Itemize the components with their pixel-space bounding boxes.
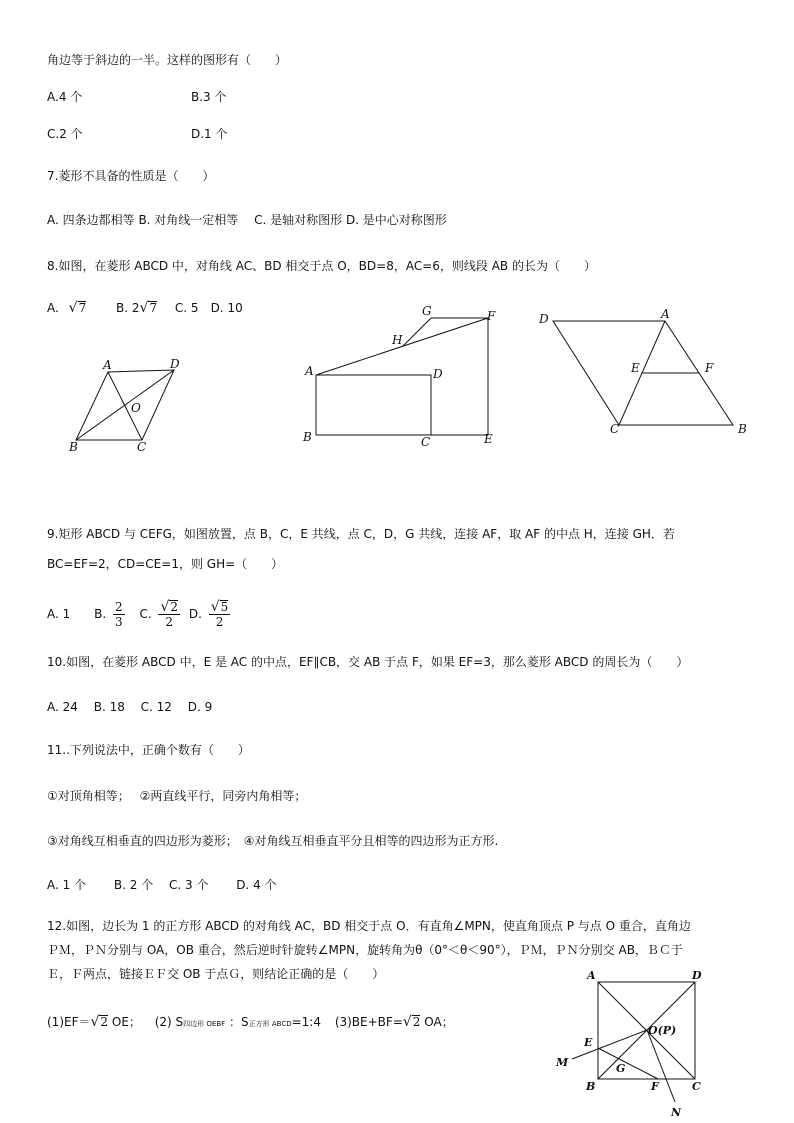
- q9-label-e: E: [484, 432, 493, 446]
- q6-option-a: A.4 个: [47, 90, 83, 104]
- q12-segment-ef: [598, 1048, 658, 1079]
- q9-label-h: H: [392, 333, 403, 347]
- q10-label-c: C: [610, 422, 620, 436]
- q12-square-figure: [550, 962, 720, 1122]
- q11-statement-3-4: ③对角线互相垂直的四边形为菱形； ④对角线互相垂直平分且相等的四边形为正方形.: [47, 834, 499, 848]
- q12-label-g: G: [616, 1062, 626, 1075]
- q12-conclusions: (1)EF＝√2 OE； (2) S四边形 OEBF ：S正方形 ABCD=1:4 (3)BE+BF=√2 OA；: [47, 1014, 454, 1030]
- q8-label-d: D: [170, 357, 180, 371]
- q9-option-d-fraction: $\frac{√5}{2}$: [210, 599, 229, 629]
- q12-conclusion-2-mid: ：S: [229, 1015, 249, 1029]
- q9-label-c: C: [421, 435, 431, 449]
- q9-label-d: D: [433, 367, 443, 381]
- q9-option-d-label: D.: [188, 607, 202, 621]
- q12-label-f: F: [651, 1080, 659, 1093]
- q8-label-c: C: [137, 440, 147, 454]
- q12-conclusion-2-post: =1:4: [291, 1015, 321, 1029]
- q12-conclusion-1-radicand: 2: [100, 1015, 109, 1029]
- q9-option-d-radicand: 5: [220, 600, 229, 614]
- q10-label-d: D: [539, 312, 549, 326]
- q9-option-c-label: C.: [139, 607, 152, 621]
- q9-option-c-radicand: 2: [170, 600, 179, 614]
- q9-option-b-label: B.: [94, 607, 107, 621]
- q9-option-c-fraction: $\frac{√2}{2}$: [160, 599, 179, 629]
- q10-options: A. 24 B. 18 C. 12 D. 9: [47, 700, 213, 714]
- q7-stem: 7.菱形不具备的性质是（ ）: [47, 169, 215, 183]
- q12-label-d: D: [692, 969, 702, 982]
- q8-label-b: B: [69, 440, 78, 454]
- q8-option-a-radicand: 7: [78, 301, 87, 315]
- q9-label-g: G: [422, 304, 432, 318]
- q9-label-f: F: [487, 309, 496, 323]
- q9-segment-gh: [402, 318, 431, 347]
- q12-conclusion-3-pre: (3)BE+BF=: [334, 1015, 403, 1029]
- q11-stem: 11..下列说法中，正确个数有（ ）: [47, 743, 250, 757]
- q9-option-a: A. 1: [47, 607, 71, 621]
- q12-conclusion-2-pre: (2) S: [154, 1015, 184, 1029]
- q6-option-b: B.3 个: [191, 90, 227, 104]
- q12-stem-line1: 12.如图，边长为 1 的正方形 ABCD 的对角线 AC，BD 相交于点 O．有直角∠MPN，使直角顶点 P 与点 O 重合，直角边: [47, 919, 691, 933]
- q12-conclusion-3-post: OA；: [424, 1015, 454, 1029]
- q9-rectangles-figure: [298, 300, 508, 450]
- q9-options: [47, 597, 233, 631]
- q10-stem: 10.如图，在菱形 ABCD 中，E 是 AC 的中点，EF∥CB，交 AB 于点 F，如果 EF=3，那么菱形 ABCD 的周长为（ ）: [47, 655, 689, 669]
- q8-options: A. √7 B. 2√7 C. 5 D. 10: [47, 300, 243, 316]
- q8-label-a: A: [103, 358, 112, 372]
- q8-diagonal-bd: [76, 370, 174, 440]
- q9-option-d-denominator: 2: [215, 615, 224, 629]
- q12-conclusion-3-radicand: 2: [412, 1015, 421, 1029]
- q10-rhombus-figure: [535, 305, 760, 440]
- q10-label-f: F: [705, 361, 714, 375]
- q10-label-b: B: [738, 422, 747, 436]
- q8-label-o: O: [131, 401, 141, 415]
- q12-conclusion-2-sub2: 正方形 ABCD: [248, 1020, 292, 1028]
- q10-label-e: E: [631, 361, 640, 375]
- q8-option-b-radicand: 7: [149, 301, 158, 315]
- q7-options: A. 四条边都相等 B. 对角线一定相等 C. 是轴对称图形 D. 是中心对称图形: [47, 213, 447, 227]
- q12-stem-line3: Ｅ，Ｆ两点，链接ＥＦ交 OB 于点Ｇ，则结论正确的是（ ）: [47, 967, 385, 981]
- q6-tail: 角边等于斜边的一半。这样的图形有（ ）: [47, 53, 288, 67]
- q9-option-b-denominator: 3: [114, 615, 123, 629]
- q9-label-b: B: [303, 430, 312, 444]
- q9-rect-abcd: [316, 375, 431, 435]
- q11-options: A. 1 个 B. 2 个 C. 3 个 D. 4 个: [47, 878, 277, 892]
- q9-option-c-denominator: 2: [165, 615, 174, 629]
- q6-option-c: C.2 个: [47, 127, 83, 141]
- q8-option-a-label: A.: [47, 301, 59, 315]
- q12-label-a: A: [587, 969, 596, 982]
- q12-label-n: N: [671, 1106, 682, 1119]
- q12-conclusion-1-pre: (1)EF＝: [47, 1015, 91, 1029]
- q9-stem-line2: BC=EF=2，CD=CE=1，则 GH=（ ）: [47, 557, 284, 571]
- q11-statement-1-2: ①对顶角相等； ②两直线平行，同旁内角相等；: [47, 789, 307, 803]
- q12-conclusion-2-sub1: 四边形 OEBF: [183, 1020, 226, 1028]
- q8-option-b-label: B. 2: [116, 301, 140, 315]
- q9-label-a: A: [305, 364, 314, 378]
- q9-option-b-fraction: [113, 600, 125, 629]
- q6-option-d: D.1 个: [191, 127, 228, 141]
- q12-label-e: E: [584, 1036, 593, 1049]
- q8-stem: 8.如图，在菱形 ABCD 中，对角线 AC、BD 相交于点 O，BD=8，AC=6，则线段 AB 的长为（ ）: [47, 259, 596, 273]
- q8-rhombus-figure: [60, 350, 190, 455]
- q12-label-m: M: [556, 1056, 569, 1069]
- q12-label-b: B: [586, 1080, 596, 1093]
- q10-label-a: A: [661, 307, 670, 321]
- q8-option-rest: C. 5 D. 10: [174, 301, 243, 315]
- q9-stem-line1: 9.矩形 ABCD 与 CEFG，如图放置，点 B，C，E 共线，点 C，D，G 共线，连接 AF，取 AF 的中点 H，连接 GH．若: [47, 527, 675, 541]
- q12-label-o-p: O(P): [648, 1024, 677, 1037]
- q12-conclusion-1-post: OE；: [111, 1015, 141, 1029]
- q12-stem-line2: ＰＭ，ＰＮ分别与 OA，OB 重合，然后逆时针旋转∠MPN，旋转角为θ（0°＜θ＜90°），ＰＭ，ＰＮ分别交 AB，ＢＣ于: [47, 943, 683, 957]
- q12-label-c: C: [692, 1080, 701, 1093]
- q9-option-b-numerator: 2: [114, 600, 123, 614]
